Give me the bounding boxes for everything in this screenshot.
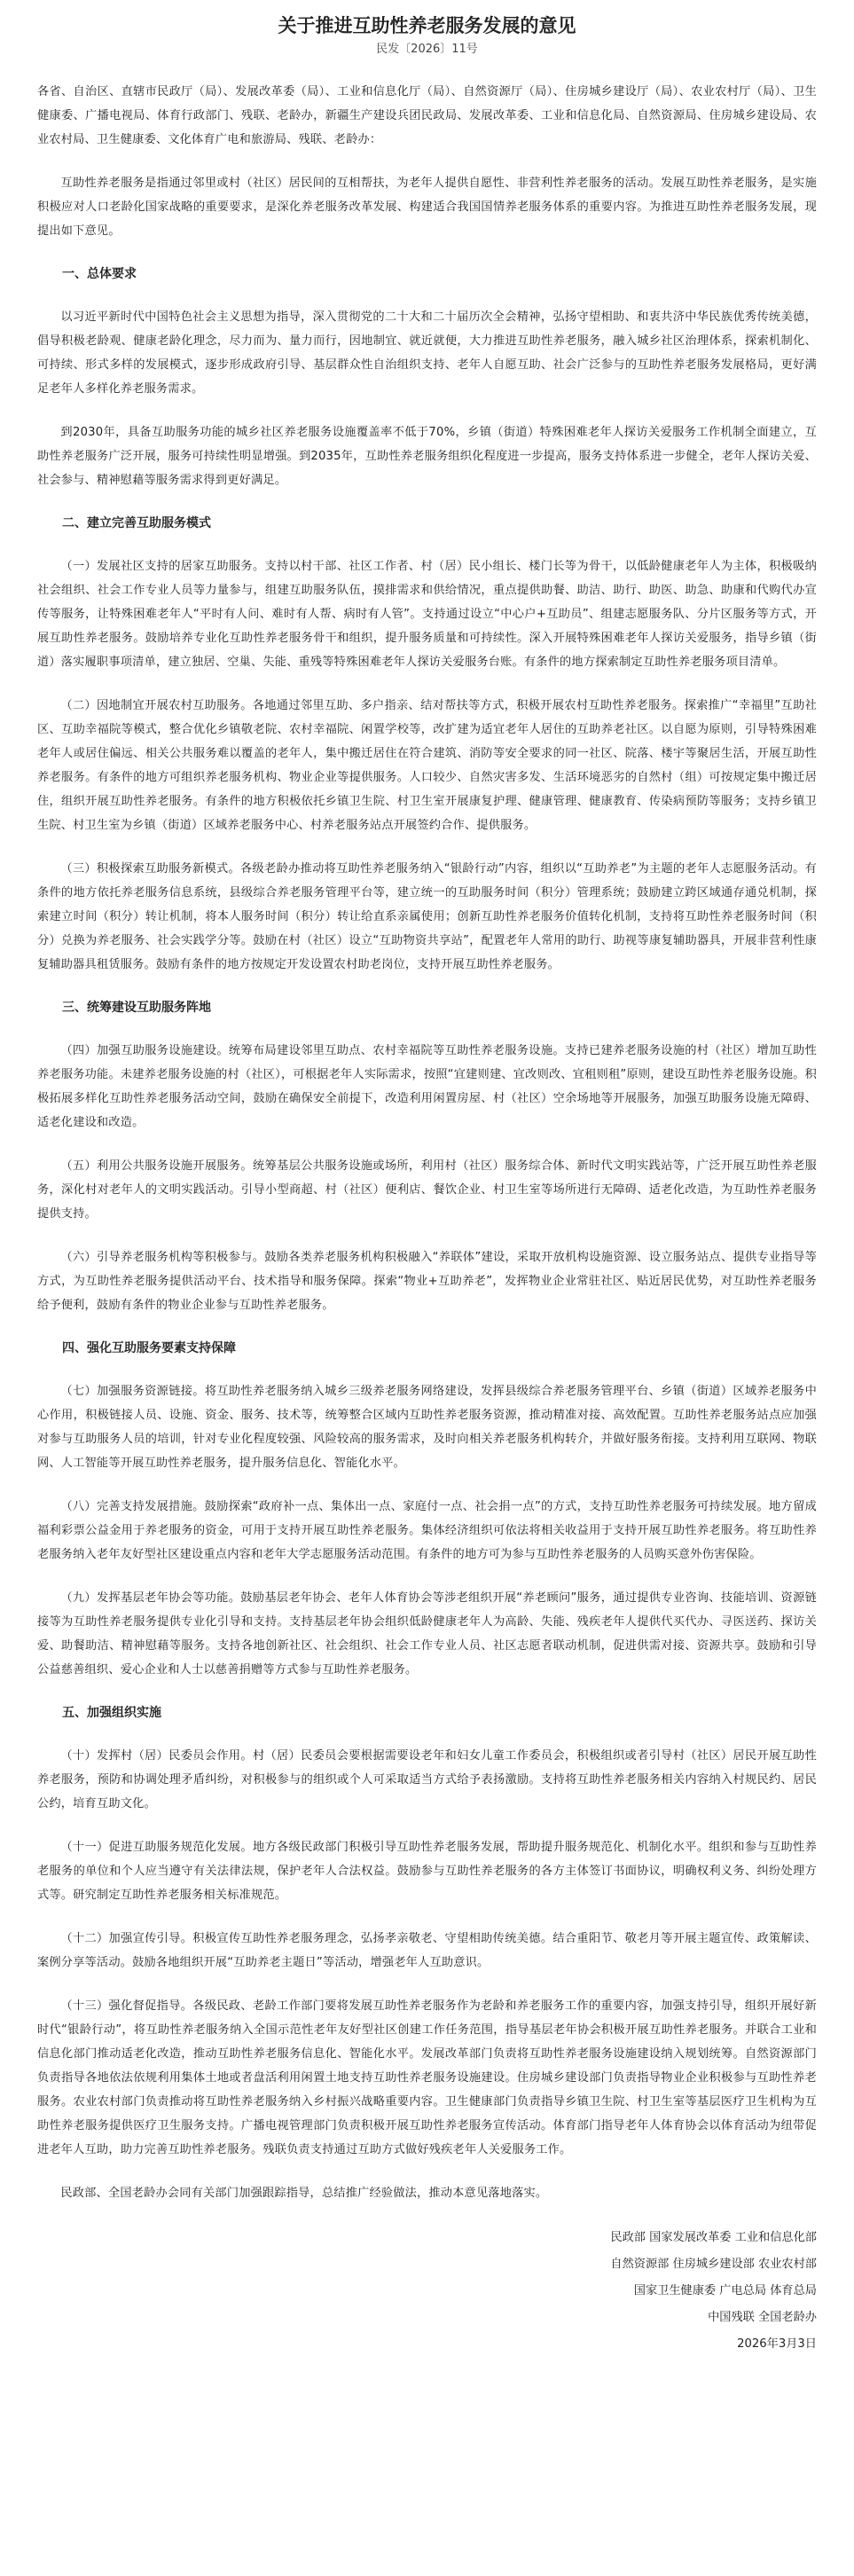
- signatory-line: 中国残联 全国老龄办: [708, 2311, 817, 2324]
- paragraph: （七）加强服务资源链接。将互助性养老服务纳入城乡三级养老服务网络建设，发挥县级综合养老服务管理平台、乡镇（街道）区域养老服务中心作用，积极链接人员、设施、资金、服务、技术等，统筹整合区域内互助性养老服务资源，推动精准对接、高效配置。互助性养老服务站点应加强对参与互助服务人员的培训，针对专业化程度较强、风险较高的服务需求，及时向相关养老服务机构转介，并做好服务衔接。支持利用互联网、物联网、人工智能等开展互助性养老服务，提升服务信息化、智能化水平。: [37, 1385, 817, 1470]
- recipients: 各省、自治区、直辖市民政厅（局）、发展改革委（局）、工业和信息化厅（局）、自然资源厅（局）、住房城乡建设厅（局）、农业农村厅（局）、卫生健康委、广播电视局、体育行政部门、残联、老龄办，新疆生产建设兵团民政局、发展改革委、工业和信息化局、自然资源局、住房城乡建设局、农业农村局、卫生健康委、文化体育广电和旅游局、残联、老龄办：: [37, 85, 817, 146]
- paragraph: （九）发挥基层老年协会等功能。鼓励基层老年协会、老年人体育协会等涉老组织开展“养老顾问”服务，通过提供专业咨询、技能培训、资源链接等为互助性养老服务提供专业化引导和支持。支持基层老年协会组织低龄健康老年人为高龄、失能、残疾老年人提供代买代办、寻医送药、探访关爱、助餐助洁、精神慰藉等服务。支持各地创新社区、社会组织、社会工作专业人员、社区志愿者联动机制，促进供需对接、资源共享。鼓励和引导公益慈善组织、爱心企业和人士以慈善捐赠等方式参与互助性养老服务。: [37, 1591, 817, 1677]
- intro-paragraph: 互助性养老服务是指通过邻里或村（社区）居民间的互相帮扶，为老年人提供自愿性、非营利性养老服务的活动。发展互助性养老服务，是实施积极应对人口老龄化国家战略的重要要求，是深化养老服务改革发展、构建适合我国国情养老服务体系的重要内容。为推进互助性养老服务发展，现提出如下意见。: [37, 177, 817, 238]
- paragraph: （十二）加强宣传引导。积极宣传互助性养老服务理念，弘扬孝亲敬老、守望相助传统美德。结合重阳节、敬老月等开展主题宣传、政策解读、案例分享等活动。鼓励各地组织开展“互助养老主题日”等活动，增强老年人互助意识。: [37, 1932, 817, 1969]
- section-4: [37, 1337, 817, 1682]
- signature-block: [37, 2225, 817, 2376]
- section-heading: 一、总体要求: [62, 267, 137, 281]
- section-3: [37, 996, 817, 1317]
- paragraph: 以习近平新时代中国特色社会主义思想为指导，深入贯彻党的二十大和二十届历次全会精神，弘扬守望相助、和衷共济中华民族优秀传统美德，倡导积极老龄观、健康老龄化理念，尽力而为、量力而行，因地制宜、就近就便，大力推进互助性养老服务，融入城乡社区治理体系，探索机制化、可持续、形式多样的发展模式，逐步形成政府引导、基层群众性自治组织支持、老年人自愿互助、社会广泛参与的互助性养老服务发展格局，更好满足老年人多样化养老服务需求。: [37, 310, 817, 396]
- paragraph: 到2030年，具备互助服务功能的城乡社区养老服务设施覆盖率不低于70%，乡镇（街道）特殊困难老年人探访关爱服务工作机制全面建立，互助性养老服务广泛开展，服务可持续性明显增强。到2035年，互助性养老服务组织化程度进一步提高，服务支持体系进一步健全，老年人探访关爱、社会参与、精神慰藉等服务需求得到更好满足。: [37, 426, 817, 487]
- document-number: 民发〔2026〕11号: [376, 43, 478, 56]
- section-heading: 三、统筹建设互助服务阵地: [62, 1001, 211, 1015]
- section-heading: 二、建立完善互助服务模式: [62, 516, 211, 530]
- paragraph: （一）发展社区支持的居家互助服务。支持以村干部、社区工作者、村（居）民小组长、楼门长等为骨干，以低龄健康老年人为主体，积极吸纳社会组织、社会工作专业人员等力量参与，组建互助服务队伍，摸排需求和供给情况，重点提供助餐、助洁、助行、助医、助急、助康和代购代办宣传等服务，让特殊困难老年人“平时有人问、难时有人帮、病时有人管”。支持通过设立“中心户+互助员”、组建志愿服务队、分片区服务等方式，开展互助性养老服务。鼓励培养专业化互助性养老服务骨干和组织，提升服务质量和可持续性。深入开展特殊困难老年人探访关爱服务，指导乡镇（街道）落实履职事项清单，建立独居、空巢、失能、重残等特殊困难老年人探访关爱服务台账。有条件的地方探索制定互助性养老服务项目清单。: [37, 560, 817, 669]
- document-title: 关于推进互助性养老服务发展的意见: [278, 15, 576, 36]
- signatory-line: 民政部 国家发展改革委 工业和信息化部: [610, 2231, 817, 2244]
- section-1: [37, 263, 817, 492]
- closing-paragraph: 民政部、全国老龄办会同有关部门加强跟踪指导，总结推广经验做法，推动本意见落地落实。: [60, 2187, 548, 2200]
- paragraph: （十三）强化督促指导。各级民政、老龄工作部门要将发展互助性养老服务作为老龄和养老服务工作的重要内容，加强支持引导，组织开展好新时代“银龄行动”，将互助性养老服务纳入全国示范性老年友好型社区创建工作任务范围，指导基层老年协会积极开展互助性养老服务。并联合工业和信息化部门推动适老化改造，推动互助性养老服务信息化、智能化水平。发展改革部门负责将互助性养老服务设施建设纳入规划统筹。自然资源部门负责指导各地依法依规利用集体土地或者盘活利用闲置土地支持互助性养老服务设施建设。住房城乡建设部门负责指导物业企业积极参与互助性养老服务。农业农村部门负责推动将互助性养老服务纳入乡村振兴战略重要内容。卫生健康部门负责指导乡镇卫生院、村卫生室等基层医疗卫生机构为互助性养老服务提供医疗卫生服务支持。广播电视管理部门负责积极开展互助性养老服务宣传活动。体育部门指导老年人体育协会以体育活动为纽带促进老年人互助，助力完善互助性养老服务。残联负责支持通过互助方式做好残疾老年人关爱服务工作。: [37, 1999, 817, 2156]
- paragraph: （十）发挥村（居）民委员会作用。村（居）民委员会要根据需要设老年和妇女儿童工作委员会，积极组织或者引导村（社区）居民开展互助性养老服务，预防和协调处理矛盾纠纷，对积极参与的组织或个人可采取适当方式给予表扬激励。支持将互助性养老服务相关内容纳入村规民约、居民公约，培育互助文化。: [37, 1749, 817, 1810]
- section-2: [37, 512, 817, 977]
- signatory-line: 自然资源部 住房城乡建设部 农业农村部: [610, 2258, 817, 2271]
- section-heading: 五、加强组织实施: [62, 1706, 161, 1720]
- section-heading: 四、强化互助服务要素支持保障: [62, 1341, 236, 1355]
- paragraph: （二）因地制宜开展农村互助服务。各地通过邻里互助、多户指亲、结对帮扶等方式，积极开展农村互助性养老服务。探索推广“幸福里”互助社区、互助幸福院等模式，整合优化乡镇敬老院、农村幸福院、闲置学校等，改扩建为适宜老年人居住的互助养老社区。以自愿为原则，引导特殊困难老年人或居住偏远、相关公共服务难以覆盖的老年人，集中搬迁居住在符合建筑、消防等安全要求的同一社区、院落、楼宇等聚居生活，开展互助性养老服务。有条件的地方可组织养老服务机构、物业企业等提供服务。人口较少、自然灾害多发、生活环境恶劣的自然村（组）可按规定集中搬迁居住，组织开展互助性养老服务。有条件的地方积极依托乡镇卫生院、村卫生室开展康复护理、健康管理、健康教育、传染病预防等服务；支持乡镇卫生院、村卫生室为乡镇（街道）区域养老服务中心、村养老服务站点开展签约合作、提供服务。: [37, 699, 817, 832]
- paragraph: （六）引导养老服务机构等积极参与。鼓励各类养老服务机构积极融入“养联体”建设，采取开放机构设施资源、设立服务站点、提供专业指导等方式，为互助性养老服务提供活动平台、技术指导和服务保障。探索“物业+互助养老”，发挥物业企业常驻社区、贴近居民优势，对互助性养老服务给予便利，鼓励有条件的物业企业参与互助性养老服务。: [37, 1251, 817, 1312]
- paragraph: （八）完善支持发展措施。鼓励探索“政府补一点、集体出一点、家庭付一点、社会捐一点”的方式，支持互助性养老服务可持续发展。地方留成福利彩票公益金用于养老服务的资金，可用于支持开展互助性养老服务。集体经济组织可依法将相关收益用于支持开展互助性养老服务。将互助性养老服务纳入老年友好型社区建设重点内容和老年大学志愿服务活动范围。有条件的地方可为参与互助性养老服务的人员购买意外伤害保险。: [37, 1500, 817, 1561]
- issue-date: 2026年3月3日: [737, 2337, 817, 2351]
- signatory-line: 国家卫生健康委 广电总局 体育总局: [633, 2284, 817, 2297]
- paragraph: （三）积极探索互助服务新模式。各级老龄办推动将互助性养老服务纳入“银龄行动”内容，组织以“互助养老”为主题的老年人志愿服务活动。有条件的地方依托养老服务信息系统，县级综合养老服务管理平台等，建立统一的互助服务时间（积分）管理系统；鼓励建立跨区域通存通兑机制，探索建立时间（积分）转让机制，将本人服务时间（积分）转让给直系亲属使用；创新互助性养老服务价值转化机制，支持将互助性养老服务时间（积分）兑换为养老服务、社会实践学分等。鼓励在村（社区）设立“互助物资共享站”，配置老年人常用的助行、助视等康复辅助器具，开展非营利性康复辅助器具租赁服务。鼓励有条件的地方按规定开发设置农村助老岗位，支持开展互助性养老服务。: [37, 862, 817, 971]
- paragraph: （五）利用公共服务设施开展服务。统筹基层公共服务设施或场所，利用村（社区）服务综合体、新时代文明实践站等，广泛开展互助性养老服务，深化村对老年人的文明实践活动。引导小型商超、村（社区）便利店、餐饮企业、村卫生室等场所进行无障碍、适老化改造，为互助性养老服务提供支持。: [37, 1159, 817, 1221]
- paragraph: （十一）促进互助服务规范化发展。地方各级民政部门积极引导互助性养老服务发展，帮助提升服务规范化、机制化水平。组织和参与互助性养老服务的单位和个人应当遵守有关法律法规，保护老年人合法权益。鼓励参与互助性养老服务的各方主体签订书面协议，明确权利义务、纠纷处理方式等。研究制定互助性养老服务相关标准规范。: [37, 1841, 817, 1902]
- section-5: [37, 1701, 817, 2205]
- paragraph: （四）加强互助服务设施建设。统筹布局建设邻里互助点、农村幸福院等互助性养老服务设施。支持已建养老服务设施的村（社区）增加互助性养老服务功能。未建养老服务设施的村（社区），可根据老年人实际需求，按照“宜建则建、宜改则改、宜租则租”原则，建设互助性养老服务设施。积极拓展多样化互助性养老服务活动空间，鼓励在确保安全前提下，改造利用闲置房屋、村（社区）空余场地等开展服务，加强互助服务设施无障碍、适老化建设和改造。: [37, 1044, 817, 1129]
